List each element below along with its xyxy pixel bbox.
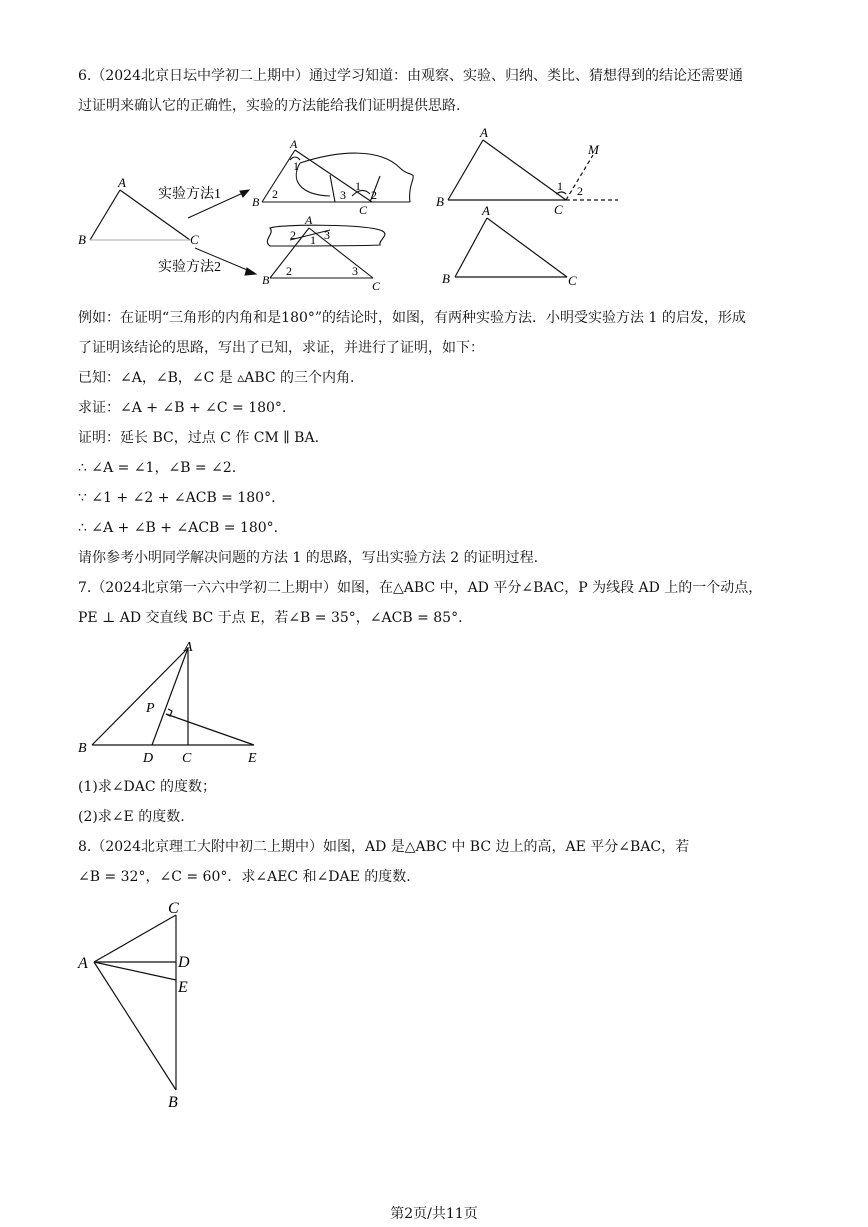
q6-given: 已知：∠A，∠B，∠C 是 ▵ABC 的三个内角.	[78, 370, 355, 386]
q6-task: 请你参考小明同学解决问题的方法 1 的思路，写出实验方法 2 的证明过程.	[78, 550, 539, 566]
q6-proof-2: ∴ ∠A = ∠1，∠B = ∠2.	[78, 460, 237, 476]
svg-text:B: B	[78, 232, 86, 247]
svg-text:A: A	[78, 955, 88, 972]
svg-text:1: 1	[293, 159, 299, 173]
q7-line-2: PE ⊥ AD 交直线 BC 于点 E，若∠B = 35°，∠ACB = 85°.	[78, 610, 463, 626]
svg-text:E: E	[178, 979, 188, 996]
fig6-method2-label: 实验方法2	[158, 260, 221, 275]
svg-text:C: C	[372, 279, 381, 293]
svg-text:B: B	[168, 1094, 178, 1111]
q6-example-2: 了证明该结论的思路，写出了已知，求证，并进行了证明，如下：	[78, 340, 484, 356]
svg-text:B: B	[442, 271, 450, 286]
svg-text:B: B	[262, 273, 270, 287]
fig6-plain-triangle	[455, 218, 567, 277]
svg-text:C: C	[168, 900, 179, 917]
q6-example-1: 例如：在证明“三角形的内角和是180°”的结论时，如图，有两种实验方法．小明受实验方法 1 的启发，形成	[78, 310, 746, 326]
svg-text:2: 2	[577, 184, 583, 198]
svg-text:D: D	[143, 751, 154, 766]
svg-text:3: 3	[352, 264, 358, 278]
q7-line-1: 7.（2024北京第一六六中学初二上期中）如图，在△ABC 中，AD 平分∠BAC，P 为线段 AD 上的一个动点，	[78, 580, 763, 596]
page-footer: 第2页/共11页	[390, 1206, 478, 1222]
svg-text:1: 1	[310, 233, 316, 247]
q6-line-1: 6.（2024北京日坛中学初二上期中）通过学习知道：由观察、实验、归纳、类比、猜想得到的结论还需要通	[78, 68, 743, 84]
svg-text:2: 2	[286, 264, 292, 278]
svg-text:1: 1	[355, 179, 361, 193]
q7-part-1: (1)求∠DAC 的度数；	[78, 779, 217, 795]
svg-text:A: A	[482, 203, 490, 218]
svg-text:B: B	[436, 194, 444, 209]
q6-prove: 求证：∠A + ∠B + ∠C = 180°.	[78, 400, 287, 416]
svg-text:D: D	[178, 954, 190, 971]
svg-text:A: A	[305, 213, 313, 227]
figure-8	[70, 895, 210, 1115]
svg-text:C: C	[182, 751, 192, 766]
svg-text:A: A	[480, 125, 488, 140]
svg-text:B: B	[252, 195, 260, 209]
svg-text:1: 1	[557, 179, 563, 193]
svg-text:P: P	[146, 701, 155, 716]
figure-6	[70, 125, 630, 295]
svg-text:3: 3	[324, 228, 330, 242]
svg-text:2: 2	[272, 187, 278, 201]
q6-line-2: 过证明来确认它的正确性，实验的方法能给我们证明提供思路.	[78, 98, 461, 114]
fig6-label: A	[118, 175, 126, 190]
fig6-method1-label: 实验方法1	[158, 187, 221, 202]
svg-text:3: 3	[340, 188, 346, 202]
q7-part-2: (2)求∠E 的度数.	[78, 809, 185, 825]
q6-proof-3: ∵ ∠1 + ∠2 + ∠ACB = 180°.	[78, 490, 276, 506]
svg-text:E: E	[248, 751, 257, 766]
svg-text:A: A	[290, 137, 298, 151]
svg-text:M: M	[588, 142, 599, 157]
svg-text:B: B	[78, 741, 87, 756]
svg-text:2: 2	[290, 228, 296, 242]
q6-proof-4: ∴ ∠A + ∠B + ∠ACB = 180°.	[78, 520, 279, 536]
q8-line-2: ∠B = 32°，∠C = 60°．求∠AEC 和∠DAE 的度数.	[78, 869, 411, 885]
fig6-method1-figure	[262, 150, 413, 202]
svg-text:A: A	[184, 640, 193, 655]
q8-line-1: 8.（2024北京理工大附中初二上期中）如图，AD 是△ABC 中 BC 边上的高，AE 平分∠BAC，若	[78, 839, 690, 855]
q6-proof-1: 证明：延长 BC，过点 C 作 CM ∥ BA.	[78, 430, 320, 446]
figure-7	[70, 635, 280, 770]
svg-text:C: C	[359, 203, 368, 217]
svg-text:C: C	[568, 273, 577, 288]
svg-text:C: C	[554, 202, 563, 217]
svg-text:C: C	[190, 232, 199, 247]
svg-text:2: 2	[371, 188, 377, 202]
